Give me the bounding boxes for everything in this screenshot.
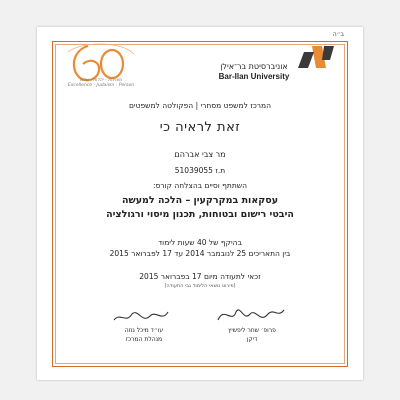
course-dates: בין התאריכים 25 לנובמבר 2014 עד 17 לפברואר 2015	[109, 249, 291, 258]
director-title: מנהלת המרכז	[125, 336, 163, 343]
anniversary-tagline: מצוינות - יהדות - אדם Excellence - Judaism - Person	[67, 78, 135, 89]
university-name-english: Bar-Ilan University	[218, 72, 290, 81]
dean-signature-scribble	[214, 302, 286, 328]
university-name-hebrew: אוניברסיטת בר־אילן	[220, 62, 288, 71]
valid-note: (פירוט נושאי הלימוד גבי התעודה)	[164, 283, 236, 289]
dean-title: דיקן	[246, 336, 258, 343]
department-line: המרכז למשפט מסחרי | הפקולטה למשפטים	[128, 101, 272, 110]
valid-from: זכאי לתעודה מיום 17 בפברואר 2015	[139, 272, 261, 281]
recipient-id: ת.ז 51039055	[174, 166, 226, 175]
course-title-line1: עסקאות במקרקעין – הלכה למעשה	[121, 195, 279, 206]
course-hours: בהיקף של 40 שעות לימוד	[158, 238, 242, 247]
course-title-line2: היבטי רישום ובטוחות, תכנון מיסוי ורגולציה	[106, 209, 294, 220]
completion-intro: השתתף וסיים בהצלחה קורס:	[152, 181, 247, 190]
dean-name: פרופ׳ שחר ליפשיץ	[228, 327, 276, 334]
certificate-title: זאת לראיה כי	[159, 120, 241, 135]
bsd-mark: ב״ה	[332, 31, 344, 38]
director-name: עו״ד מיכל נוזה	[124, 327, 164, 334]
recipient-name: מר צבי אברהם	[174, 150, 226, 159]
director-signature-scribble	[110, 306, 172, 328]
